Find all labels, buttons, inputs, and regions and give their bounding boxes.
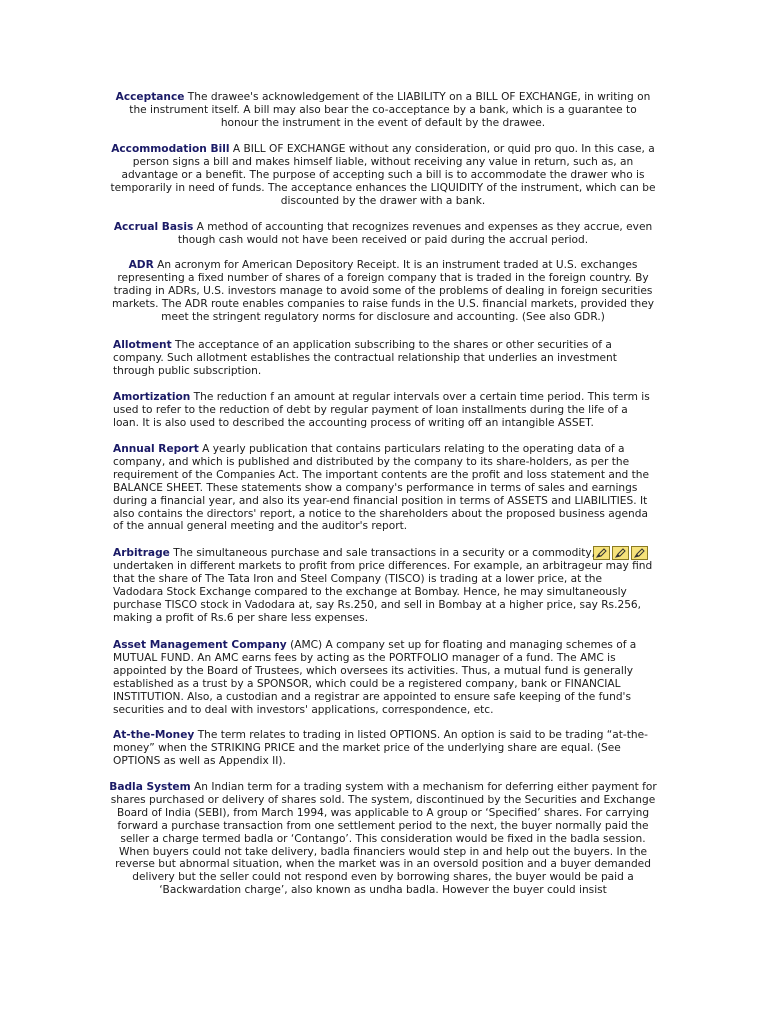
entry-accrual-basis: [110, 221, 656, 247]
entry-amortization: [113, 391, 653, 430]
definition-accrual-basis: A method of accounting that recognizes revenues and expenses as they accrue, even though cash would not have been received or paid during the accrual period.: [177, 221, 653, 246]
entry-badla-system: [108, 781, 658, 897]
term-asset-management-company: Asset Management Company: [113, 639, 287, 651]
definition-badla-system: An Indian term for a trading system with a mechanism for deferring either payment for shares purchased or delivery of shares sold. The system, discontinued by the Securities and Exchange Board of India (SEBI), from March 1994, was applicable to A group or ‘Specified’ shares. For carrying forward a purchase transaction from one settlement period to the next, the buyer normally paid the seller a charge termed badla or ‘Contango’. This consideration would be fixed in the badla session. When buyers could not take delivery, badla financiers would step in and help out the buyers. In the reverse but abnormal situation, when the market was in an oversold position and a buyer demanded delivery but the seller could not respond even by borrowing shares, the buyer would be paid a ‘Backwardation charge’, also known as undha badla. However the buyer could insist: [110, 781, 657, 897]
definition-acceptance: The drawee's acknowledgement of the LIABILITY on a BILL OF EXCHANGE, in writing on the instrument itself. A bill may also bear the co-acceptance by a bank, which is a guarantee to honour the instrument in the event of default by the drawee.: [129, 91, 651, 129]
definition-asset-management-company: (AMC) A company set up for floating and managing schemes of a MUTUAL FUND. An AMC earns fees by acting as the PORTFOLIO manager of a fund. The AMC is appointed by the Board of Trustees, which oversees its activities. Thus, a mutual fund is generally established as a trust by a SPONSOR, which could be a registered company, bank or FINANCIAL INSTITUTION. Also, a custodian and a registrar are appointed to ensure safe keeping of the fund's securities and to deal with investors' applications, correspondence, etc.: [113, 639, 637, 716]
term-annual-report: Annual Report: [113, 443, 199, 455]
definition-adr: An acronym for American Depository Receipt. It is an instrument traded at U.S. exchanges representing a fixed number of shares of a foreign company that is traded in the foreign country. By trading in ADRs, U.S. investors manage to avoid some of the problems of dealing in foreign securities markets. The ADR route enables companies to raise funds in the U.S. financial markets, provided they meet the stringent regulatory norms for disclosure and accounting. (See also GDR.): [112, 259, 654, 323]
term-accrual-basis: Accrual Basis: [113, 221, 194, 233]
term-badla-system: Badla System: [109, 781, 191, 793]
definition-annual-report: A yearly publication that contains particulars relating to the operating data of a company, and which is published and distributed by the company to its share-holders, as per the requirement of the Companies Act. The important contents are the profit and loss statement and the BALANCE SHEET. These statements show a company's performance in terms of sales and earnings during a financial year, and also its year-end financial position in terms of ASSETS and LIABILITIES. It also contains the directors' report, a notice to the shareholders about the proposed business agenda of the annual general meeting and the auditor's report.: [113, 443, 650, 533]
definition-accommodation-bill: A BILL OF EXCHANGE without any consideration, or quid pro quo. In this case, a person signs a bill and makes himself liable, without receiving any value in return, such as, an advantage or a benefit. The purpose of accepting such a bill is to accommodate the drawer who is temporarily in need of funds. The acceptance enhances the LIQUIDITY of the instrument, which can be discounted by the drawer with a bank.: [110, 143, 656, 207]
entry-acceptance: [110, 91, 656, 130]
term-accommodation-bill: Accommodation Bill: [111, 143, 230, 155]
term-arbitrage: Arbitrage: [113, 547, 170, 559]
term-allotment: Allotment: [113, 339, 172, 351]
entry-at-the-money: [113, 729, 653, 768]
term-at-the-money: At-the-Money: [113, 729, 195, 741]
definition-allotment: The acceptance of an application subscribing to the shares or other securities of a company. Such allotment establishes the contractual relationship that underlies an investment through public subscription.: [113, 339, 617, 377]
entry-annual-report: [113, 443, 653, 533]
entry-accommodation-bill: [110, 143, 656, 208]
entry-asset-management-company: [113, 639, 653, 716]
definition-at-the-money: The term relates to trading in listed OPTIONS. An option is said to be trading “at-the-money” when the STRIKING PRICE and the market price of the underlying share are equal. (See OPTIONS as well as Appendix II).: [113, 729, 648, 767]
entry-arbitrage: [113, 547, 653, 624]
term-amortization: Amortization: [113, 391, 191, 403]
entry-allotment: [113, 339, 653, 378]
definition-arbitrage: The simultaneous purchase and sale transactions in a security or a commodity, undertaken in different markets to profit from price differences. For example, an arbitrageur may find that the share of The Tata Iron and Steel Company (TISCO) is trading at a lower price, at the Vadodara Stock Exchange compared to the exchange at Bombay. Hence, he may simultaneously purchase TISCO stock in Vadodara at, say Rs.250, and sell in Bombay at a higher price, say Rs.256, making a profit of Rs.6 per share less expenses.: [113, 547, 653, 624]
term-adr: ADR: [128, 259, 154, 271]
term-acceptance: Acceptance: [115, 91, 185, 103]
entry-adr: [110, 259, 656, 324]
definition-amortization: The reduction f an amount at regular intervals over a certain time period. This term is used to refer to the reduction of debt by regular payment of loan installments during the life of a loan. It is also used to described the accounting process of writing off an intangible ASSET.: [113, 391, 650, 429]
